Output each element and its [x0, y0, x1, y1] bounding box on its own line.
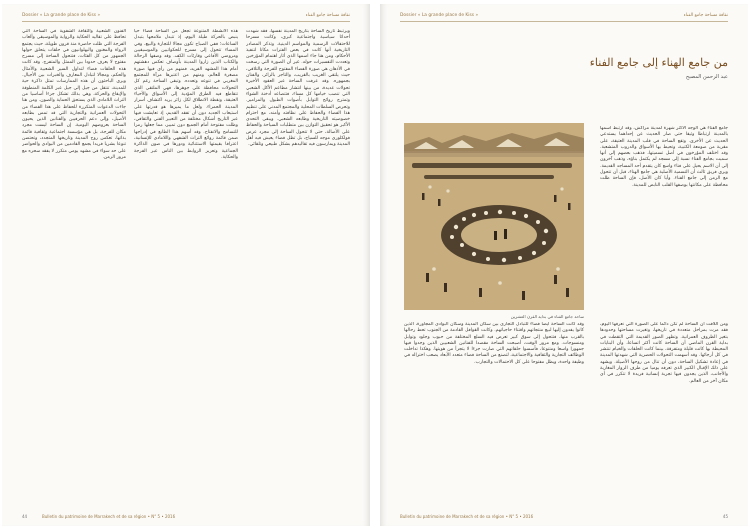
- page-footer: Bulletin du patrimoine de Marrakech et de sa région • N° 5 • 2016: [400, 514, 534, 519]
- text-column-middle: هذه الأنشطة المتنوعة تجعل من الساحة فضاء حيا ينبض بالحركة طيلة اليوم، إذ تتبدل ملامحها بتبدل الساعات؛ ففي الصباح تكون مجالا للتجارة والبيع، وفي المساء تتحول إلى مسرح للحكواتيين والموسيقيين ومروضي الأفاعي وقارئات الكف. وقد وصفها الرحالة والكتاب الذين زاروا المدينة بأوصاف تعكس دهشتهم أمام هذا المشهد الفريد، فمنهم من رأى فيها صورة مصغرة للعالم، ومنهم من اعتبرها مرآة للمجتمع المغربي في تنوعه وتعدده. وتبقى الساحة رغم كل التحولات محافظة على جوهرها، فهي الملتقى الذي تتقاطع فيه الطرق المؤدية إلى الأسواق والأحياء العتيقة، ونقطة الانطلاق لكل زائر يريد اكتشاف أسرار المدينة الحمراء. ولعل ما يميزها هو قدرتها على استيعاب الجديد دون أن تفقد القديم، إذ تعايشت فيها عبر التاريخ أشكال مختلفة من التعبير الفني والثقافي، وظلت مفتوحة أمام الجميع دون تمييز، مما جعلها رمزا للتسامح والانفتاح. وقد أسهم هذا الطابع في إدراجها ضمن قائمة روائع التراث الشفهي واللامادي للإنسانية، اعترافا بقيمتها الاستثنائية ودورها في صون الذاكرة الجماعية وتعزيز الروابط بين الناس عبر الفرجة والحكاية.: [134, 29, 238, 160]
- page-number: 45: [722, 514, 728, 519]
- left-page: [2, 4, 370, 526]
- running-header-right: ثقافة مساحة جامع الفناء: [683, 13, 728, 18]
- text-column-left: الفنون الشعبية والثقافة الشفوية في الساحة التي تحافظ على تقاليد الحكاية والرواية والموسيقى وألعاب الفرجة التي ظلت حاضرة منذ قرون طويلة، حيث يجتمع الرواة والمغنون والبهلوانيون في حلقات يتحلق حولها الجمهور من كل الفئات، فتتحول الساحة إلى مسرح مفتوح لا يعرف حدودا بين الممثل والمتفرج. وقد كانت هذه الحلقات فضاء لتداول السير الشعبية والأمثال والحكم، ومجالا لتبادل المعارف والخبرات بين الأجيال. ويرى الباحثون أن هذه الممارسات تمثل ذاكرة حية للمدينة، تنتقل من جيل إلى جيل عبر الكلمة المنطوقة والإيقاع والحركة، وهي بذلك تشكل جزءا أساسيا من التراث اللامادي الذي يستحق الحماية والصون. ومن هنا جاءت الدعوات المتكررة للحفاظ على هذا الفضاء من التحولات العمرانية والتجارية التي قد تمس بطابعه الأصيل، وإلى دعم الحرفيين والفنانين الذين يحيون الساحة بعروضهم اليومية. إن الساحة ليست مجرد مكان للفرجة، بل هي مؤسسة اجتماعية وثقافية قائمة بذاتها، تعكس روح المدينة وتاريخها المتجدد، وتحتضن تنوعا بشريا فريدا يجمع القادمين من البوادي والحواضر على حد سواء في مشهد يومي متكرر لا يفقد سحره مع مرور الزمن.: [22, 29, 126, 160]
- text-column-right: ومن اللافت أن الساحة لم تكن دائما على الصورة التي نعرفها اليوم، فقد مرت بمراحل متعددة في تاريخها، وتغيرت مساحتها وحدودها بتغير الظروف العمرانية. وتظهر الصور القديمة التي التقطت في بداية القرن الماضي أن الساحة كانت أكثر اتساعا، وأن البنايات المحيطة بها كانت قليلة ومتفرقة، بينما كانت الحلقات والخيام تنتشر في كل أرجائها. وقد أسهمت التحولات الحضرية التي شهدتها المدينة في إعادة تشكيل الساحة، دون أن تنال من روحها الأصيلة. ويشهد على ذلك الإقبال الكبير الذي تعرفه يوميا من طرف الزوار المغاربة والأجانب، الذين يجدون فيها تجربة إنسانية فريدة لا تتكرر في أي مكان آخر من العالم.: [600, 322, 728, 384]
- intro-column: جامع الفناء هي الوجه الأكثر شهرة لمدينة مراكش، وقد ارتبط اسمها بالمدينة ارتباطا وثيقا حتى صار الحديث عن إحداهما يستدعي الحديث عن الأخرى. وتقع الساحة في قلب المدينة العتيقة، على مقربة من صومعة الكتبية، وتحيط بها الأسواق والدروب المتشعبة. وقد اختلف المؤرخون في أصل تسميتها، فذهب بعضهم إلى أنها سميت بجامع الفناء نسبة إلى مسجد لم يكتمل بناؤه، وذهب آخرون إلى أن الاسم يحيل على فناء واسع كان يتقدم أحد المساجد القديمة. ويرى فريق ثالث أن التسمية الأصلية هي جامع الهناء، قبل أن تتحول مع الزمن إلى جامع الفناء. وأيا كان الأصل، فإن الساحة ظلت محافظة على مكانتها بوصفها القلب النابض للمدينة.: [600, 126, 728, 188]
- header-rule: [22, 21, 350, 22]
- historic-photo: [404, 123, 584, 310]
- running-header-right: ثقافة مساحة جامع الفناء: [305, 13, 350, 18]
- header-rule: [400, 21, 728, 22]
- crowd-square-photo: [404, 123, 584, 310]
- article-title: من جامع الهناء إلى جامع الفناء: [589, 56, 728, 69]
- photo-caption: ساحة جامع الفناء في بداية القرن العشرين: [510, 314, 584, 319]
- text-column-right: ويرتبط تاريخ الساحة بتاريخ المدينة نفسها، فقد شهدت أحداثا سياسية واجتماعية كبرى، وكانت مسرحا للاحتفالات الرسمية والمواسم الدينية. وتذكر المصادر التاريخية أنها كانت في بعض الفترات مكانا لتنفيذ الأحكام، ومن هنا جاء اسمها الذي أثار اهتمام المؤرخين وتعددت التفسيرات حوله. غير أن الصورة التي رسخت في الأذهان هي صورة الفضاء المفتوح للفرجة والتلاقي، حيث يلتقي الغريب بالقريب، والتاجر بالزائر، والفنان بجمهوره. وقد عرفت الساحة عبر العقود الأخيرة تحولات عديدة، من بينها انتشار مطاعم الأكل الشعبي التي تنصب خيامها كل مساء، فتتصاعد أدخنة الشواء وتمتزج روائح التوابل بأصوات الطبول والمزامير. وتحرص السلطات المحلية والمجتمع المدني على تنظيم هذا الفضاء والحفاظ على نظافته وأمنه، مع احترام خصوصيته التاريخية وطابعه الشعبي. ويبقى التحدي الأكبر هو تحقيق التوازن بين متطلبات السياحة والحفاظ على الأصالة، حتى لا تتحول الساحة إلى مجرد عرض فولكلوري موجه للسياح، بل تظل فضاء يعيش فيه أهل المدينة ويمارسون فيه تقاليدهم بشكل طبيعي وتلقائي.: [246, 29, 350, 148]
- article-author: عبد الرحمن المصبح: [685, 74, 728, 80]
- page-footer: Bulletin du patrimoine de Marrakech et de sa région • N° 5 • 2016: [42, 514, 176, 519]
- running-header-left: Dossier « La grande place de Kiss »: [22, 13, 101, 18]
- right-page: [380, 4, 748, 526]
- page-number: 44: [22, 514, 28, 519]
- running-header-left: Dossier « La grande place de Kiss »: [400, 13, 479, 18]
- text-column-left: وقد كانت الساحة أيضا فضاء للتبادل التجاري بين سكان المدينة وسكان البوادي المجاورة، الذين كانوا يفدون إليها لبيع منتجاتهم واقتناء حاجياتهم. وكانت القوافل القادمة من الجنوب تحط رحالها بالقرب منها، فتتحول إلى سوق كبير تعرض فيه السلع المختلفة من حبوب وجلود وتوابل ومنسوجات. ومع مرور الوقت، أصبحت الساحة مقصدا للفنانين الشعبيين الذين وجدوا فيها جمهورا واسعا ومتنوعا، فأسسوا حلقاتهم التي صارت جزءا لا يتجزأ من هويتها. وهكذا تداخلت الوظائف التجارية والثقافية والاجتماعية، لتصنع من الساحة فضاء متعدد الأبعاد يصعب اختزاله في وظيفة واحدة، ويظل مفتوحا على كل الاحتمالات والتجارب.: [404, 322, 584, 365]
